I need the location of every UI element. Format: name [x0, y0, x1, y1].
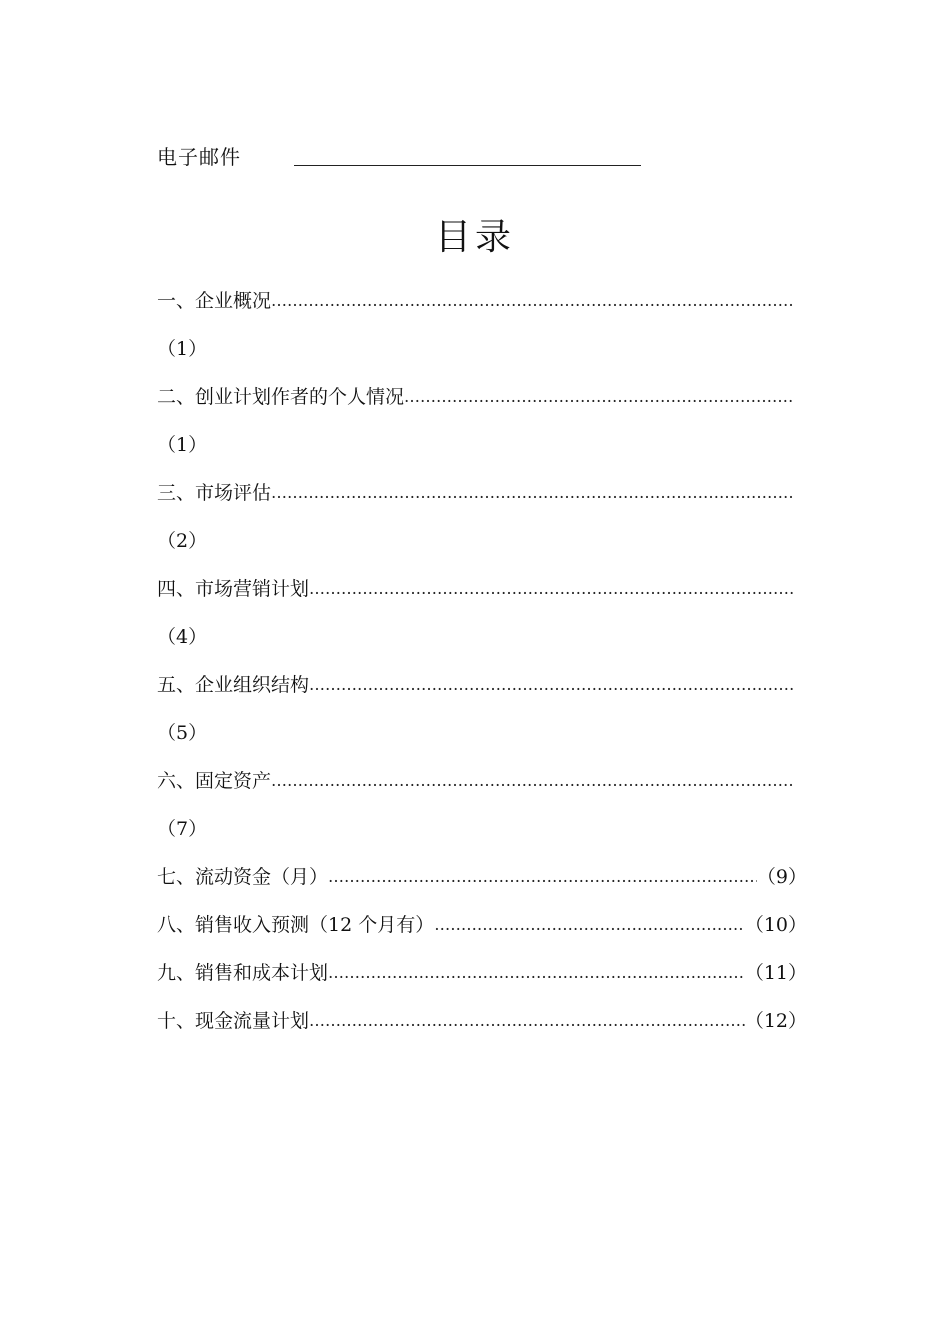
toc-leader-dots — [328, 956, 745, 1004]
toc-entry-label: 五、企业组织结构 — [157, 674, 310, 696]
toc-entry-3[interactable] — [157, 476, 794, 524]
toc-entry-6-page-line — [157, 812, 807, 860]
toc-entry-page: （10） — [744, 914, 807, 936]
toc-entry-label: 三、市场评估 — [157, 482, 272, 504]
toc-entry-4[interactable] — [157, 572, 794, 620]
toc-entry-8[interactable] — [157, 908, 807, 956]
toc-leader-dots — [309, 572, 794, 620]
toc-leader-dots — [404, 380, 794, 428]
email-field-row — [157, 141, 241, 171]
toc-entry-page: （11） — [744, 962, 807, 984]
toc-entry-label: 一、企业概况 — [157, 290, 272, 312]
toc-entry-page: （12） — [744, 1010, 807, 1032]
toc-entry-3-page-line — [157, 524, 807, 572]
toc-entry-4-page-line — [157, 620, 807, 668]
toc-entry-label: 六、固定资产 — [157, 770, 272, 792]
toc-leader-dots — [328, 860, 757, 908]
toc-entry-page: （4） — [157, 626, 208, 648]
toc-entry-page: （9） — [756, 866, 807, 888]
toc-entry-5[interactable] — [157, 668, 794, 716]
email-label: 电子邮件 — [157, 145, 241, 169]
toc-leader-dots — [309, 1004, 745, 1052]
toc-entry-9[interactable] — [157, 956, 807, 1004]
toc-entry-page: （1） — [157, 434, 208, 456]
toc-entry-label: 七、流动资金（月） — [157, 866, 329, 888]
toc-entry-6[interactable] — [157, 764, 794, 812]
toc-entry-2-page-line — [157, 428, 807, 476]
toc-entry-label: 二、创业计划作者的个人情况 — [157, 386, 405, 408]
toc-entry-label: 四、市场营销计划 — [157, 578, 310, 600]
table-of-contents — [157, 284, 807, 1052]
toc-entry-label: 九、销售和成本计划 — [157, 962, 329, 984]
toc-leader-dots — [434, 908, 745, 956]
toc-entry-page: （5） — [157, 722, 208, 744]
toc-entry-7[interactable] — [157, 860, 807, 908]
toc-entry-1[interactable] — [157, 284, 794, 332]
toc-leader-dots — [309, 668, 794, 716]
toc-leader-dots — [271, 284, 794, 332]
toc-entry-5-page-line — [157, 716, 807, 764]
toc-entry-page: （7） — [157, 818, 208, 840]
toc-entry-10[interactable] — [157, 1004, 807, 1052]
toc-entry-label: 八、销售收入预测（12 个月有） — [157, 914, 435, 936]
toc-entry-2[interactable] — [157, 380, 794, 428]
toc-leader-dots — [271, 764, 794, 812]
toc-entry-page: （2） — [157, 530, 208, 552]
toc-entry-page: （1） — [157, 338, 208, 360]
toc-title: 目录 — [434, 217, 515, 258]
email-blank-line — [294, 165, 641, 166]
toc-entry-label: 十、现金流量计划 — [157, 1010, 310, 1032]
toc-leader-dots — [271, 476, 794, 524]
toc-entry-1-page-line — [157, 332, 807, 380]
